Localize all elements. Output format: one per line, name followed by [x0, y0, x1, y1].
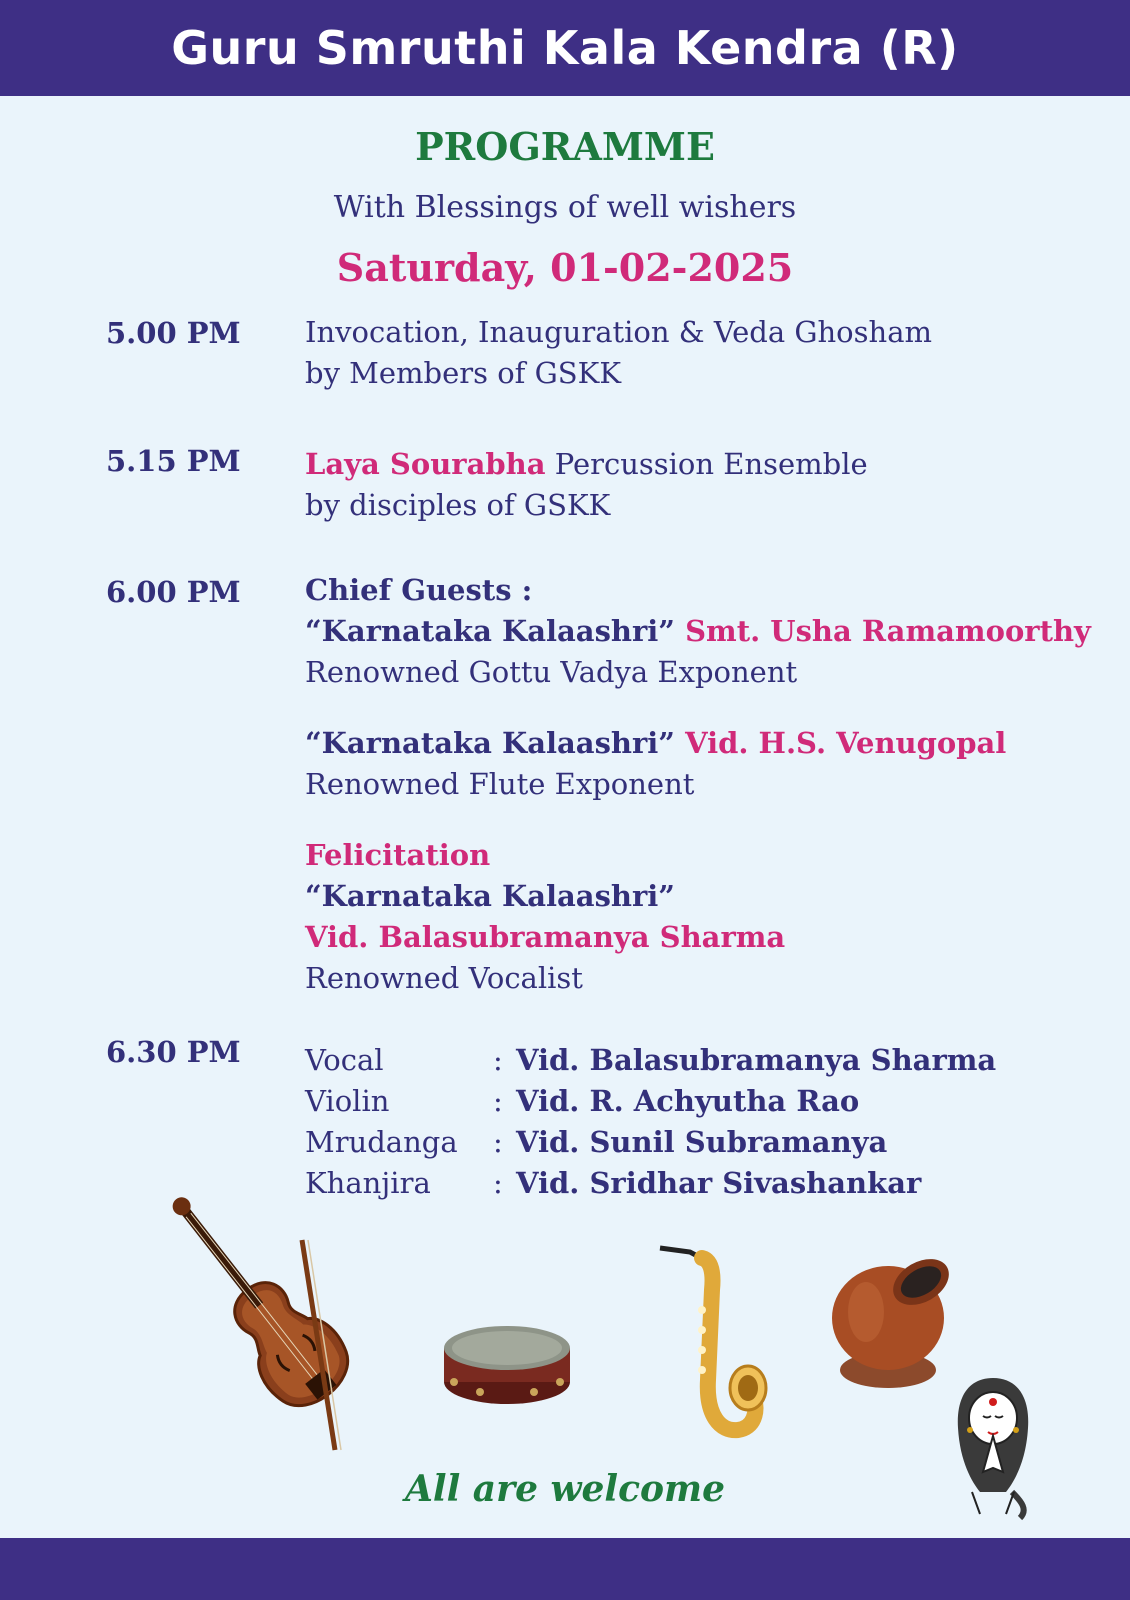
slot-1-content: [305, 312, 932, 394]
performer-role: Vocal: [305, 1043, 384, 1077]
separator: :: [493, 1043, 503, 1077]
programme-heading: PROGRAMME: [415, 124, 715, 169]
slot-1-line-1: Invocation, Inauguration & Veda Ghosham: [305, 315, 932, 349]
performer-name: Vid. Balasubramanya Sharma: [516, 1043, 997, 1077]
guest-2-desc: Renowned Flute Exponent: [305, 767, 695, 801]
felicitation-desc: Renowned Vocalist: [305, 961, 583, 995]
performer-list: [305, 1040, 996, 1204]
welcome-message: All are welcome: [404, 1468, 726, 1510]
performer-role: Khanjira: [305, 1166, 431, 1200]
performer-row: [305, 1122, 996, 1163]
ghatam-icon: [826, 1252, 958, 1392]
slot-3-content: [305, 570, 1091, 999]
guest-1-line: [305, 611, 1091, 652]
separator: :: [493, 1084, 503, 1118]
performer-name: Vid. Sunil Subramanya: [516, 1125, 888, 1159]
time-slot-3: 6.00 PM: [106, 575, 241, 609]
blessing-line: With Blessings of well wishers: [333, 190, 797, 225]
spacer: [305, 693, 1091, 723]
performer-role: Violin: [305, 1084, 390, 1118]
org-title: Guru Smruthi Kala Kendra (R): [171, 21, 959, 75]
performer-row: [305, 1040, 996, 1081]
slot-1-line-2: by Members of GSKK: [305, 356, 621, 390]
slot-2-content: [305, 444, 868, 526]
slot-2-line-2: by disciples of GSKK: [305, 488, 611, 522]
header-band: [0, 0, 1130, 96]
felicitation-label: Felicitation: [305, 838, 491, 872]
guest-1-desc: Renowned Gottu Vadya Exponent: [305, 655, 798, 689]
guest-1-name: Smt. Usha Ramamoorthy: [674, 614, 1091, 648]
time-slot-4: 6.30 PM: [106, 1035, 241, 1069]
guest-2-line: [305, 723, 1091, 764]
time-slot-2: 5.15 PM: [106, 444, 241, 478]
guest-1-title: “Karnataka Kalaashri”: [305, 614, 675, 648]
khanjira-icon: [440, 1320, 575, 1410]
performer-role: Mrudanga: [305, 1125, 458, 1159]
time-slot-1: 5.00 PM: [106, 316, 241, 350]
saxophone-icon: [650, 1240, 770, 1440]
separator: :: [493, 1166, 503, 1200]
footer-band: [0, 1538, 1130, 1600]
performer-name: Vid. Sridhar Sivashankar: [516, 1166, 922, 1200]
performer-name: Vid. R. Achyutha Rao: [516, 1084, 860, 1118]
felicitation-name: Vid. Balasubramanya Sharma: [305, 920, 786, 954]
performer-row: [305, 1163, 996, 1204]
felicitation-title: “Karnataka Kalaashri”: [305, 879, 675, 913]
event-date: Saturday, 01-02-2025: [336, 245, 794, 290]
violin-icon: [170, 1235, 410, 1455]
slot-2-line-1: [305, 444, 868, 485]
performer-row: [305, 1081, 996, 1122]
chief-guests-label: Chief Guests :: [305, 573, 533, 607]
guest-2-title: “Karnataka Kalaashri”: [305, 726, 675, 760]
separator: :: [493, 1125, 503, 1159]
spacer: [305, 805, 1091, 835]
ensemble-name: Laya Sourabha: [305, 447, 546, 481]
guest-2-name: Vid. H.S. Venugopal: [674, 726, 1007, 760]
ensemble-desc: Percussion Ensemble: [545, 447, 868, 481]
